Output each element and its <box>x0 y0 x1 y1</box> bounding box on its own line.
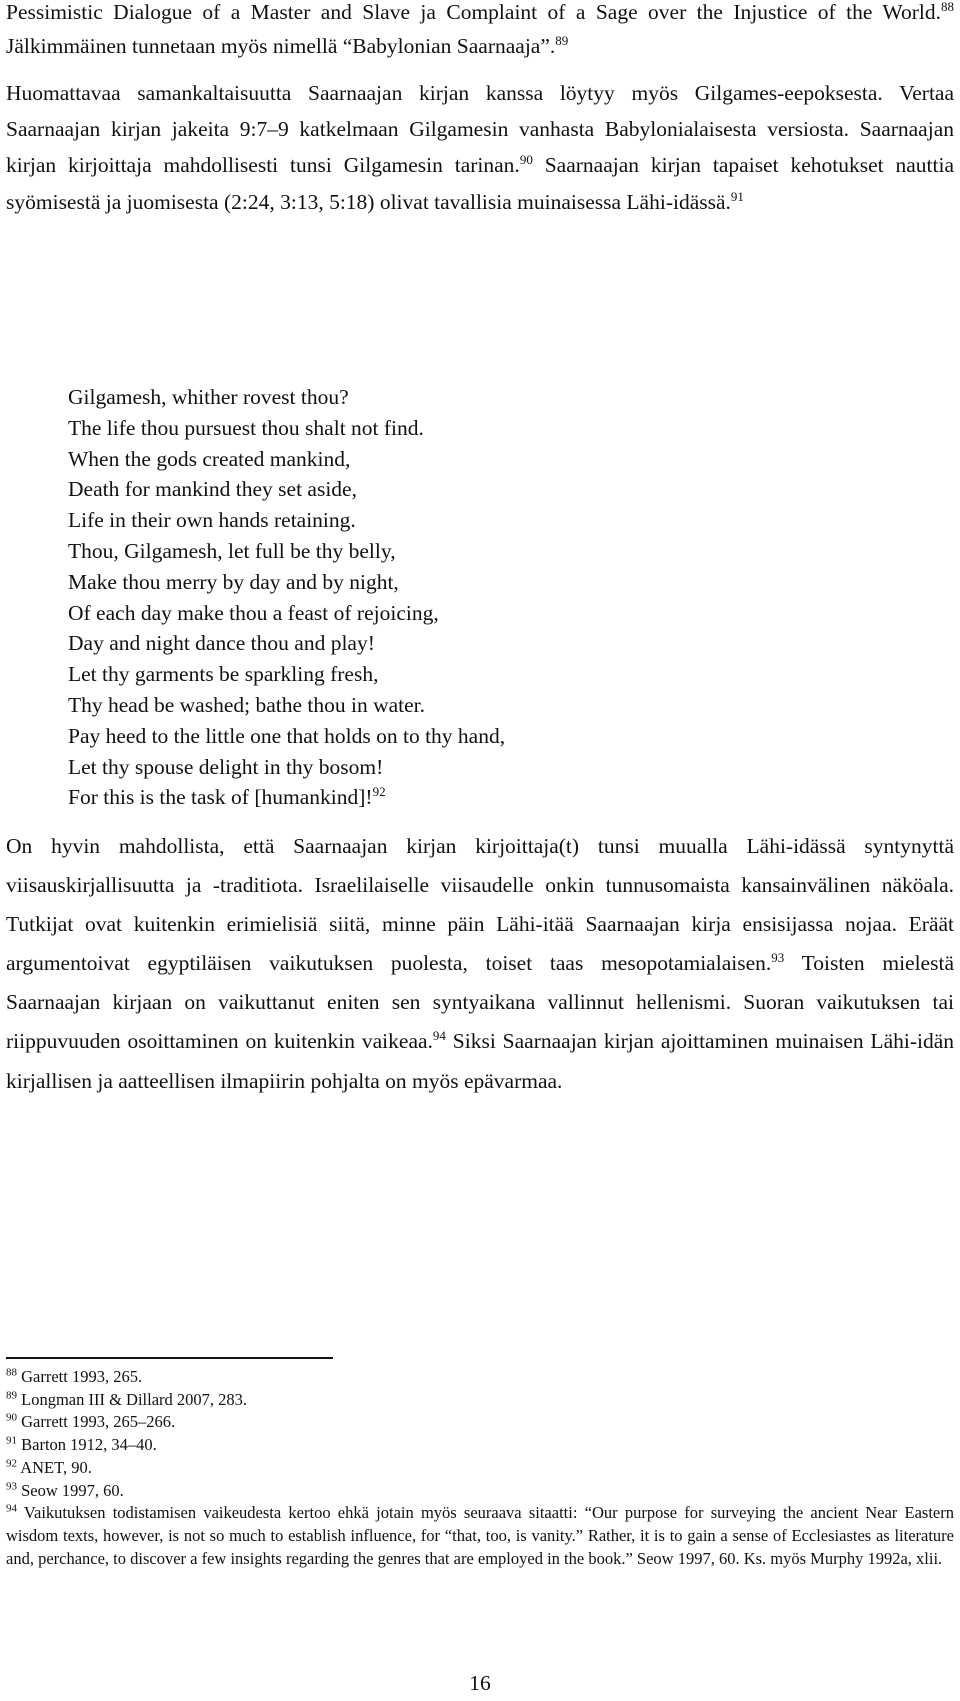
footnote-ref-90[interactable]: 90 <box>519 152 533 168</box>
quote-last-line <box>68 782 928 813</box>
footnote-ref-89[interactable]: 89 <box>555 32 569 48</box>
quote-last-line-text: For this is the task of [humankind]! <box>68 785 373 810</box>
footnote-separator <box>6 1357 333 1359</box>
quote-line: Day and night dance thou and play! <box>68 631 375 656</box>
footnote-88 <box>6 1366 954 1389</box>
footnote-ref-94[interactable]: 94 <box>432 1028 446 1044</box>
paragraph-1-text-b: Jälkimmäinen tunnetaan myös nimellä “Babylonian Saarnaaja”. <box>6 33 556 58</box>
footnote-text: Vaikutuksen todistamisen vaikeudesta kertoo ehkä jotain myös seuraava sitaatti: “Our purpose for surveying the ancient Near Eastern wisdom texts, however, is not so much to establish influence, for “that, too, is vanity.” Rather, it is to gain a sense of Ecclesiastes as literature and, perchance, to discover a few insights regarding the genres that are employed in the book.” Seow 1997, 60. Ks. myös Murphy 1992a, xlii. <box>6 1503 954 1568</box>
footnote-number: 88 <box>6 1366 17 1379</box>
footnote-94 <box>6 1502 954 1570</box>
footnote-text: Seow 1997, 60. <box>17 1480 124 1500</box>
quote-line: Let thy spouse delight in thy bosom! <box>68 754 384 779</box>
paragraph-1-text-a: Pessimistic Dialogue of a Master and Slave ja Complaint of a Sage over the Injustice of the World. <box>6 0 941 24</box>
footnotes <box>6 1366 954 1570</box>
paragraph-3-text-b: Toisten mielestä Saarnaajan kirjaan on vaikuttanut eniten sen syntyaikana vallinnut hellenismi. Suoran vaikutuksen tai riippuvuuden osoittaminen on kuitenkin vaikeaa. <box>6 951 954 1054</box>
quote-line: When the gods created mankind, <box>68 446 351 471</box>
quote-line: Of each day make thou a feast of rejoicing, <box>68 600 439 625</box>
quote-line: Thy head be washed; bathe thou in water. <box>68 692 426 717</box>
paragraph-2-text-b: Saarnaajan kirjan tapaiset kehotukset nauttia syömisestä ja juomisesta (2:24, 3:13, 5:18) olivat tavallisia muinaisessa Lähi-idässä. <box>6 153 954 214</box>
footnote-text: Longman III & Dillard 2007, 283. <box>17 1389 248 1409</box>
footnote-ref-93[interactable]: 93 <box>771 950 785 966</box>
gilgamesh-quote <box>68 382 928 813</box>
footnote-ref-88[interactable]: 88 <box>941 0 954 14</box>
footnote-90 <box>6 1411 954 1434</box>
quote-line: The life thou pursuest thou shalt not find. <box>68 415 424 440</box>
paragraph-2 <box>6 75 954 220</box>
quote-line: Make thou merry by day and by night, <box>68 569 399 594</box>
quote-line: Gilgamesh, whither rovest thou? <box>68 385 349 409</box>
footnote-text: ANET, 90. <box>17 1457 92 1477</box>
paragraph-3-text-c: Siksi Saarnaajan kirjan ajoittaminen muinaisen Lähi-idän kirjallisen ja aatteellisen ilmapiirin pohjalta on myös epävarmaa. <box>6 1029 955 1093</box>
footnote-number: 89 <box>6 1389 17 1402</box>
footnote-text: Garrett 1993, 265–266. <box>17 1412 176 1432</box>
page-number: 16 <box>469 1671 491 1695</box>
paragraph-3-text-a: On hyvin mahdollista, että Saarnaajan kirjan kirjoittaja(t) tunsi muualla Lähi-idässä syntynyttä viisauskirjallisuutta ja -traditiota. Israelilaiselle viisaudelle onkin tunnusomaista kansainvälinen näköala. Tutkijat ovat kuitenkin erimielisiä siitä, minne päin Lähi-itää Saarnaajan kirja ensisijassa nojaa. Eräät argumentoivat egyptiläisen vaikutuksen puolesta, toiset taas mesopotamialaisen. <box>6 834 954 976</box>
quote-line: Pay heed to the little one that holds on to thy hand, <box>68 723 506 748</box>
footnote-number: 90 <box>6 1411 17 1424</box>
footnote-number: 94 <box>6 1502 17 1515</box>
quote-line: Thou, Gilgamesh, let full be thy belly, <box>68 538 396 563</box>
paragraph-2-text-a: Huomattavaa samankaltaisuutta Saarnaajan kirjan kanssa löytyy myös Gilgames-eepoksesta. Vertaa Saarnaajan kirjan jakeita 9:7–9 katkelmaan Gilgamesin vanhasta Babylonialaisesta versiosta. Saarnaajan kirjan kirjoittaja mahdollisesti tunsi Gilgamesin tarinan. <box>6 81 954 178</box>
footnote-text: Barton 1912, 34–40. <box>17 1435 157 1455</box>
footnote-93 <box>6 1480 954 1503</box>
footnote-ref-91[interactable]: 91 <box>730 188 744 204</box>
footnote-91 <box>6 1434 954 1457</box>
quote-line: Let thy garments be sparkling fresh, <box>68 662 379 687</box>
footnote-92 <box>6 1457 954 1480</box>
footnote-ref-92[interactable]: 92 <box>372 784 386 800</box>
paragraph-3 <box>6 827 954 1101</box>
quote-line: Life in their own hands retaining. <box>68 508 356 533</box>
footnote-89 <box>6 1389 954 1412</box>
footnote-number: 93 <box>6 1480 17 1493</box>
paragraph-1 <box>6 0 954 63</box>
quote-line: Death for mankind they set aside, <box>68 477 357 502</box>
footnote-text: Garrett 1993, 265. <box>17 1367 143 1386</box>
footnote-number: 91 <box>6 1434 17 1447</box>
footnote-number: 92 <box>6 1457 17 1470</box>
